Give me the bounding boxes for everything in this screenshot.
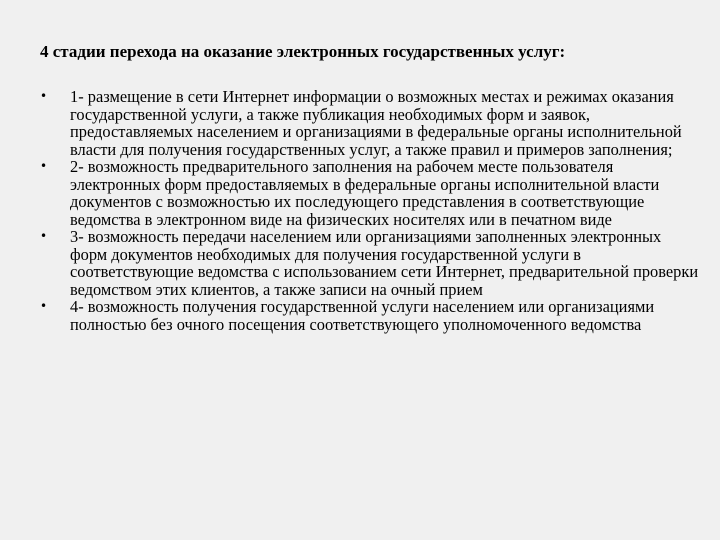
stage-3-text: 3- возможность передачи населением или организациями заполненных электронных форм документов необходимых для получения государственной услуги в соответствующие ведомства с использованием сети Интернет, предварительной проверки ведомством этих клиентов, а также записи на очный прием	[70, 227, 699, 299]
stage-1-text: 1- размещение в сети Интернет информации о возможных местах и режимах оказания государственной услуги, а также публикация необходимых форм и заявок, предоставляемых населением и организациями в федеральные органы исполнительной власти для получения государственных услуг, а также правил и примеров заполнения;	[70, 87, 682, 159]
bullet-icon: •	[40, 159, 48, 173]
stage-2-text: 2- возможность предварительного заполнения на рабочем месте пользователя электронных форм предоставляемых в федеральные органы исполнительной власти документов с возможностью их последующего представления в соответствующие ведомства в электронном виде на физических носителях или в печатном виде	[70, 157, 660, 229]
stage-4-text: 4- возможность получения государственной услуги населением или организациями полностью без очного посещения соответствующего уполномоченного ведомства	[70, 297, 655, 334]
list-item-stage-2	[40, 158, 700, 228]
bullet-icon: •	[40, 299, 48, 313]
bullet-icon: •	[40, 229, 48, 243]
slide-title: 4 стадии перехода на оказание электронных государственных услуг:	[40, 42, 566, 61]
list-item-stage-3	[40, 228, 700, 298]
stages-list	[40, 88, 700, 333]
bullet-icon: •	[40, 89, 48, 103]
list-item-stage-1	[40, 88, 700, 158]
list-item-stage-4	[40, 298, 700, 333]
